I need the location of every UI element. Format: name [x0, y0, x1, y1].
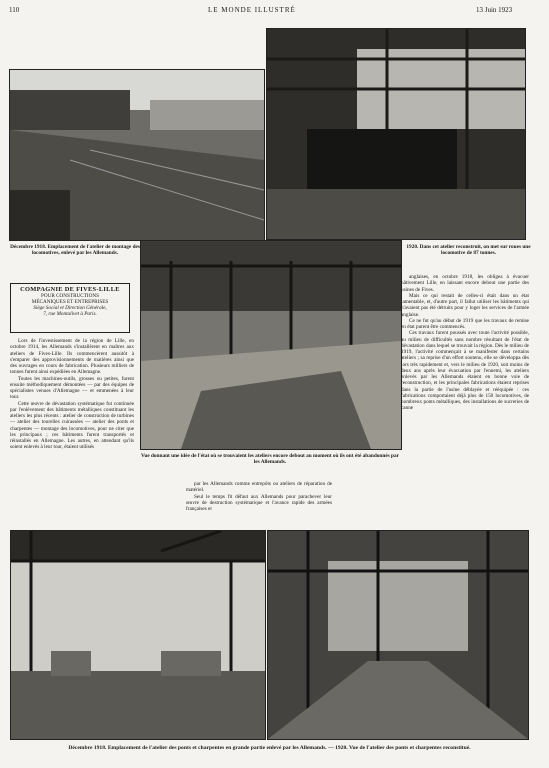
paragraph: Ces travaux furent poussés avec toute l'activité possible, au milieu de difficultés sans nombre résultant de l'état de dévastation dans lequel se trouvait la région. Dès le milieu de 1919, l'activité commençait à se manifester dans certains ateliers ; sa reprise d'un effort soutenu, elle se développa dès lors très rapidement et, vers le milieu de 1920, soit moins de deux ans après leur évacuation par l'ennemi, les ateliers enlevés par les Allemands étaient en bonne voie de reconstruction, et les principales fabrications étaient reprises dans la partie de l'usine déblayée et rééquipée : ces fabrications comportaient déjà plus de 150 locomotives, de nombreux ponts métalliques, des installations de sucreries de canne: [401, 330, 529, 412]
company-name: COMPAGNIE DE FIVES-LILLE: [20, 286, 120, 293]
paragraph: par les Allemands comme entrepôts ou ateliers de réparation de matériel.: [186, 481, 332, 494]
paragraph: Seul le temps fit défaut aux Allemands pour parachever leur œuvre de destruction systématique et l'avance rapide des armées françaises et: [186, 493, 332, 512]
paragraph: Lors de l'investissement de la région de Lille, en octobre 1914, les Allemands s'installèrent en maîtres aux ateliers de Fives-Lille. Ils commencèrent aussitôt à s'emparer des approvisionnements de matières ainsi que des ouvrages en cours de fabrication. Plusieurs milliers de tonnes furent ainsi expédiées en Allemagne.: [10, 338, 134, 376]
article-middle-column: [186, 481, 332, 512]
caption-top-right: 1920. Dans cet atelier reconstruit, on met sur roues une locomotive de 87 tonnes.: [406, 244, 531, 257]
paragraph: Ce ne fut qu'au début de 1919 que les travaux de remise en état purent être commencés.: [401, 317, 529, 330]
company-line-3: Siège Social et Direction Générale,: [33, 305, 107, 311]
paragraph: Toutes les machines-outils, grosses ou petites, furent ensuite méthodiquement démontées — par des équipes de spécialistes venues d'Allemagne — et emmenées à leur tour.: [10, 375, 134, 401]
photo-bridge-workshop-1918: [10, 530, 266, 740]
caption-bottom: Décembre 1918. Emplacement de l'atelier des ponts et charpentes en grande partie enlevé par les Allemands. — 1920. Vue de l'atelier des ponts et charpentes reconstitué.: [68, 745, 471, 751]
article-right-column: [401, 274, 529, 412]
article-left-column: [10, 338, 134, 451]
caption-top-left: Décembre 1918. Emplacement de l'atelier de montage des locomotives, enlevé par les Allemands.: [10, 244, 140, 257]
page-number: 110: [9, 6, 20, 14]
company-line-4: 7, rue Montalivet à Paris.: [43, 311, 97, 317]
photo-bridge-workshop-1920: [267, 530, 529, 740]
journal-title: LE MONDE ILLUSTRÉ: [208, 6, 296, 14]
paragraph: Mais ce qui restait de celles-ci était dans un état lamentable, et, d'autre part, il fallut utiliser les bâtiments qui n'avaient pas été détruits pour y loger les services de l'armée anglaise.: [401, 292, 529, 318]
company-line-1: POUR CONSTRUCTIONS: [40, 293, 100, 299]
photo-locomotive-yard-1918: [9, 69, 265, 241]
paragraph: Cette œuvre de dévastation systématique fut continuée par l'enlèvement des bâtiments métalliques constituant les ateliers les plus récents : atelier de construction de turbines — atelier des tourelles cuirassées — atelier des ponts et charpentes — montage des locomotives, pour ne citer que les principaux ; ces bâtiments furent transportés et réinstallés en Allemagne. Les autres, en attendant qu'ils soient enlevés à leur tour, étaient utilisés: [10, 400, 134, 451]
photo-abandoned-workshop: [140, 240, 402, 450]
company-line-2: MÉCANIQUES ET ENTREPRISES: [31, 299, 109, 305]
issue-date: 13 Juin 1923: [476, 6, 513, 14]
company-box: [10, 283, 130, 333]
paragraph: anglaises, en octobre 1918, les obligea à évacuer hâtivement Lille, en laissant encore debout une partie des usines de Fives.: [401, 274, 529, 293]
caption-middle: Vue donnant une idée de l'état où se trouvaient les ateliers encore debout au moment où ils ont été abandonnés par les Allemands.: [141, 453, 399, 466]
photo-locomotive-hall-1920: [266, 28, 526, 240]
